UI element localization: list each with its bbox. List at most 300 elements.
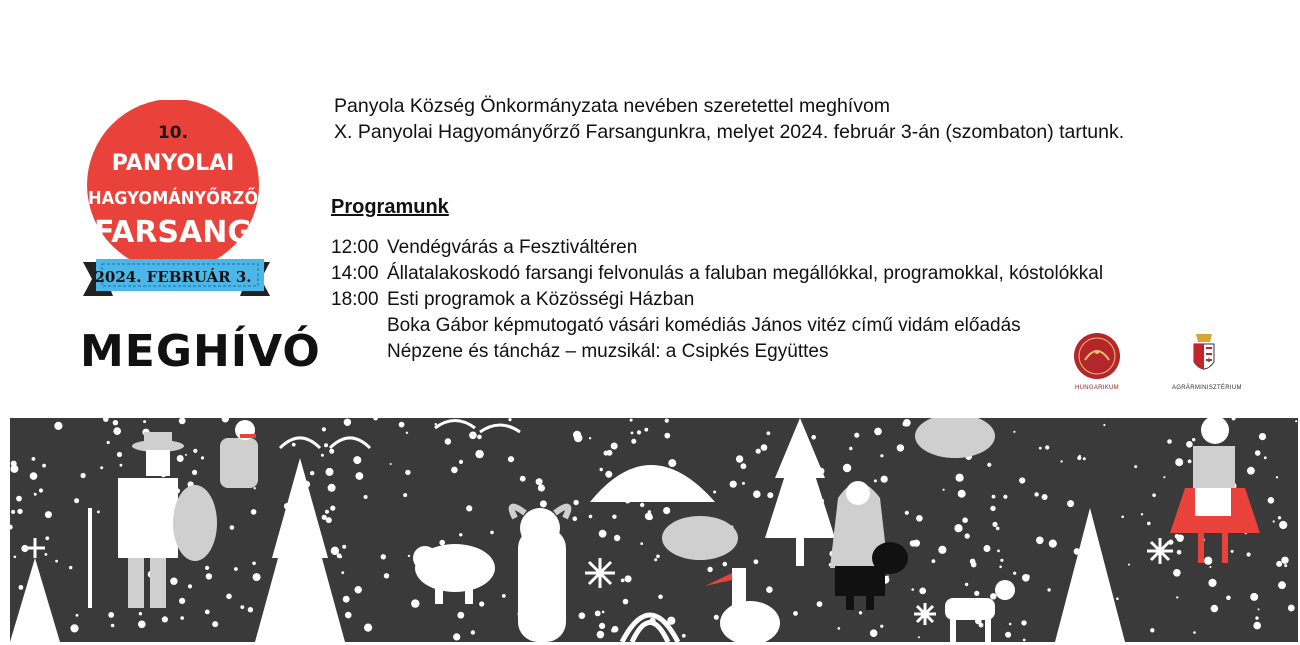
snow-dot bbox=[459, 533, 462, 536]
snow-dot bbox=[607, 450, 613, 456]
hungarikum-seal bbox=[1068, 330, 1126, 391]
man-figure-icon bbox=[88, 432, 217, 608]
program-title: Programunk bbox=[331, 196, 449, 218]
goat-icon bbox=[512, 507, 569, 642]
snow-dot bbox=[10, 525, 13, 530]
snow-dot bbox=[74, 498, 79, 503]
snow-dot bbox=[325, 510, 329, 514]
snow-dot bbox=[508, 456, 514, 462]
snow-dot bbox=[536, 478, 543, 485]
snow-dot bbox=[656, 555, 660, 559]
dog-icon bbox=[945, 580, 1015, 642]
snow-dot bbox=[1003, 495, 1007, 499]
program-time: 18:00 bbox=[331, 289, 379, 310]
snow-dot bbox=[328, 484, 336, 492]
snow-dot bbox=[69, 566, 72, 569]
snow-dot bbox=[179, 418, 186, 424]
snow-dot bbox=[854, 433, 859, 438]
snow-dot bbox=[180, 616, 184, 620]
snow-dot bbox=[859, 611, 862, 614]
snow-dot bbox=[1045, 445, 1049, 449]
snow-dot bbox=[654, 558, 657, 561]
snow-dot bbox=[1083, 457, 1086, 460]
snow-dot bbox=[1022, 574, 1030, 582]
snow-dot bbox=[1147, 522, 1151, 526]
snow-dot bbox=[310, 471, 314, 475]
snow-dot bbox=[1077, 456, 1081, 460]
snow-dot bbox=[811, 435, 816, 440]
snow-dot bbox=[222, 418, 229, 422]
snow-dot bbox=[956, 474, 964, 482]
snow-dot bbox=[108, 612, 114, 618]
snow-dot bbox=[874, 428, 882, 436]
snow-dot bbox=[647, 515, 653, 521]
snow-dot bbox=[477, 435, 482, 440]
snow-dot bbox=[1176, 535, 1183, 542]
snow-dot bbox=[1247, 552, 1251, 556]
snow-dot bbox=[230, 525, 235, 530]
snow-dot bbox=[665, 419, 669, 423]
snow-dot bbox=[974, 591, 979, 596]
snow-dot bbox=[597, 631, 605, 639]
snow-dot bbox=[611, 443, 618, 450]
snow-dot bbox=[1036, 537, 1044, 545]
folk-pattern-illustration bbox=[10, 418, 1298, 642]
snow-dot bbox=[205, 566, 209, 570]
snow-dot bbox=[384, 573, 389, 578]
logo-line1: 10. bbox=[157, 123, 189, 143]
snow-dot bbox=[1288, 605, 1295, 612]
snow-dot bbox=[1253, 622, 1261, 630]
snow-dot bbox=[905, 511, 909, 515]
snow-dot bbox=[1009, 623, 1012, 626]
snow-dot bbox=[1047, 588, 1050, 591]
snow-dot bbox=[373, 418, 378, 420]
snow-dot bbox=[621, 579, 625, 583]
snow-dot bbox=[1255, 616, 1258, 619]
snow-dot bbox=[1231, 550, 1234, 553]
snow-dot bbox=[248, 607, 253, 612]
snow-dot bbox=[251, 509, 257, 515]
snow-dot bbox=[881, 476, 888, 483]
pinecone-icon bbox=[662, 516, 738, 560]
snow-dot bbox=[714, 615, 719, 620]
snow-dot bbox=[177, 455, 184, 462]
snow-dot bbox=[918, 636, 920, 638]
snow-dot bbox=[490, 531, 494, 535]
snow-dot bbox=[767, 492, 773, 498]
snow-dot bbox=[1264, 456, 1267, 459]
snow-dot bbox=[573, 500, 578, 505]
snow-dot bbox=[201, 456, 204, 459]
snow-dot bbox=[916, 515, 923, 522]
snow-dot bbox=[364, 624, 372, 632]
snow-dot bbox=[1208, 579, 1216, 587]
snow-dot bbox=[623, 599, 629, 605]
snow-dot bbox=[100, 466, 103, 469]
snow-dot bbox=[611, 628, 615, 632]
snow-dot bbox=[353, 456, 361, 464]
program-text: Vendégvárás a Fesztiváltéren bbox=[387, 237, 638, 258]
snow-dot bbox=[1019, 477, 1025, 483]
snow-dot bbox=[631, 439, 636, 444]
snow-dot bbox=[1193, 631, 1196, 634]
snow-dot bbox=[405, 470, 410, 475]
snow-dot bbox=[911, 588, 914, 591]
snow-dot bbox=[766, 586, 773, 593]
snow-dot bbox=[111, 624, 115, 628]
snow-dot bbox=[1204, 557, 1212, 565]
snow-dot bbox=[345, 612, 352, 619]
snow-dot bbox=[466, 505, 472, 511]
snow-dot bbox=[76, 614, 79, 617]
snow-dot bbox=[16, 496, 22, 502]
snow-dot bbox=[326, 468, 334, 476]
goose-icon bbox=[705, 568, 780, 642]
snow-dot bbox=[1278, 581, 1286, 589]
snow-dot bbox=[682, 634, 686, 638]
snow-dot bbox=[324, 443, 328, 447]
snow-dot bbox=[573, 516, 578, 521]
snow-dot bbox=[17, 509, 22, 514]
snow-dot bbox=[589, 515, 593, 519]
pig-icon bbox=[413, 544, 495, 604]
snow-dot bbox=[10, 465, 18, 473]
snow-dot bbox=[870, 629, 878, 637]
snow-dot bbox=[212, 621, 218, 627]
snow-dot bbox=[1176, 596, 1178, 598]
snow-dot bbox=[502, 594, 506, 598]
snow-dot bbox=[664, 433, 670, 439]
snow-dot bbox=[754, 559, 759, 564]
snow-dot bbox=[1281, 557, 1288, 564]
snow-dot bbox=[188, 584, 192, 588]
snow-dot bbox=[326, 517, 332, 523]
snow-dot bbox=[932, 559, 936, 563]
ministry-seal bbox=[1172, 330, 1242, 391]
snow-dot bbox=[390, 463, 392, 465]
snow-dot bbox=[997, 550, 1000, 553]
snow-dot bbox=[1021, 620, 1026, 625]
snow-dot bbox=[1273, 520, 1275, 522]
snow-dot bbox=[990, 506, 995, 511]
snow-dot bbox=[445, 438, 451, 444]
snow-dot bbox=[469, 432, 477, 440]
snow-dot bbox=[730, 481, 737, 488]
hungarikum-caption: HUNGARIKUM bbox=[1074, 385, 1119, 391]
snow-dot bbox=[938, 546, 946, 554]
snow-dot bbox=[252, 562, 256, 566]
snow-dot bbox=[253, 573, 261, 581]
snow-dot bbox=[240, 605, 244, 609]
snow-dot bbox=[1250, 593, 1258, 601]
snow-dot bbox=[364, 495, 368, 499]
snow-dot bbox=[1175, 458, 1183, 466]
program-item bbox=[331, 235, 1103, 261]
snow-dot bbox=[1278, 516, 1281, 519]
snow-dot bbox=[1177, 550, 1182, 555]
snow-dot bbox=[139, 612, 142, 615]
snow-dot bbox=[723, 562, 728, 567]
woman-red-dress-icon bbox=[1170, 418, 1260, 563]
snow-dot bbox=[1188, 460, 1192, 464]
snow-dot bbox=[897, 444, 904, 451]
snow-dot bbox=[992, 495, 996, 499]
snow-dot bbox=[406, 432, 408, 434]
snow-dot bbox=[19, 585, 24, 590]
snow-dot bbox=[599, 623, 605, 629]
snow-dot bbox=[162, 616, 168, 622]
snow-dot bbox=[1034, 492, 1038, 496]
snow-dot bbox=[573, 431, 581, 439]
snow-dot bbox=[30, 472, 38, 480]
program-item bbox=[331, 261, 1103, 287]
snow-dot bbox=[990, 593, 996, 599]
snow-dot bbox=[70, 624, 78, 632]
program-text: Állatalakoskodó farsangi felvonulás a faluban megállókkal, programokkal, kóstolókkal bbox=[387, 263, 1104, 284]
snow-dot bbox=[471, 630, 475, 634]
snow-dot bbox=[1268, 497, 1275, 504]
snow-dot bbox=[408, 555, 410, 557]
coat-of-arms-icon bbox=[1172, 330, 1236, 380]
snow-dot bbox=[838, 627, 841, 630]
snow-dot bbox=[254, 487, 256, 489]
logo-line2: PANYOLAI bbox=[111, 151, 235, 176]
snow-dot bbox=[668, 459, 676, 467]
snow-dot bbox=[1150, 628, 1154, 632]
snow-dot bbox=[11, 510, 15, 514]
snow-dot bbox=[179, 598, 185, 604]
snow-dot bbox=[45, 536, 49, 540]
pine-tree-icon bbox=[1055, 508, 1125, 642]
snow-dot bbox=[331, 547, 339, 555]
snow-dot bbox=[103, 418, 109, 422]
pine-tree-icon bbox=[765, 418, 835, 566]
snow-dot bbox=[45, 511, 52, 518]
snow-dot bbox=[1141, 513, 1143, 515]
snow-dot bbox=[1211, 605, 1219, 613]
snow-dot bbox=[54, 422, 62, 430]
snow-dot bbox=[1152, 493, 1156, 497]
snow-dot bbox=[843, 464, 851, 472]
snow-dot bbox=[1226, 596, 1231, 601]
snow-dot bbox=[520, 476, 526, 482]
snow-dot bbox=[880, 625, 883, 628]
snow-dot bbox=[1000, 559, 1003, 562]
snow-dot bbox=[475, 450, 483, 458]
snow-dot bbox=[206, 573, 212, 579]
pinecone-icon bbox=[915, 418, 995, 458]
snow-dot bbox=[996, 527, 1000, 531]
snow-dot bbox=[1295, 420, 1297, 422]
snow-dot bbox=[538, 484, 545, 491]
snow-dot bbox=[640, 542, 643, 545]
program-item bbox=[331, 287, 1103, 313]
snow-dot bbox=[880, 454, 883, 457]
snow-dot bbox=[648, 510, 651, 513]
program-sub-item: Boka Gábor képmutogató vásári komédiás János vitéz című vidám előadás bbox=[387, 315, 1021, 336]
snow-dot bbox=[292, 443, 296, 447]
snow-dot bbox=[630, 419, 633, 422]
snow-dot bbox=[508, 418, 511, 421]
snow-dot bbox=[403, 493, 407, 497]
snow-dot bbox=[1167, 439, 1172, 444]
snow-dot bbox=[663, 507, 670, 514]
snow-dot bbox=[97, 511, 100, 514]
snow-dot bbox=[1039, 447, 1042, 450]
snow-dot bbox=[1067, 500, 1074, 507]
snow-dot bbox=[736, 455, 743, 462]
snow-dot bbox=[1255, 450, 1261, 456]
snow-dot bbox=[658, 595, 663, 600]
snow-dot bbox=[1173, 569, 1181, 577]
snow-dot bbox=[943, 489, 945, 491]
logo-line4: FARSANG bbox=[94, 215, 252, 250]
snow-dot bbox=[1134, 465, 1137, 468]
program-text: Esti programok a Közösségi Házban bbox=[387, 289, 695, 310]
snow-dot bbox=[1258, 608, 1260, 610]
snow-dot bbox=[631, 432, 634, 435]
woman-figure-icon bbox=[830, 481, 908, 610]
snow-dot bbox=[343, 596, 350, 603]
snow-dot bbox=[1276, 561, 1282, 567]
snow-dot bbox=[32, 457, 36, 461]
snow-dot bbox=[321, 454, 324, 457]
snow-dot bbox=[1121, 516, 1124, 519]
snow-dot bbox=[644, 428, 648, 432]
intro-line-2: X. Panyolai Hagyományőrző Farsangunkra, melyet 2024. február 3-án (szombaton) tartunk. bbox=[334, 121, 1125, 143]
snow-dot bbox=[205, 610, 210, 615]
snow-dot bbox=[612, 515, 616, 519]
snow-dot bbox=[753, 490, 761, 498]
snow-dot bbox=[965, 583, 968, 586]
snow-dot bbox=[984, 545, 991, 552]
dog-icon bbox=[220, 420, 258, 488]
snow-dot bbox=[1284, 564, 1287, 567]
snow-dot bbox=[479, 601, 484, 606]
snow-dot bbox=[1279, 521, 1287, 529]
snow-dot bbox=[614, 535, 620, 541]
festival-logo bbox=[80, 100, 280, 305]
snow-dot bbox=[81, 473, 86, 478]
snow-dot bbox=[1023, 639, 1026, 642]
snow-dot bbox=[1276, 476, 1278, 478]
intro-text bbox=[334, 93, 1124, 145]
snow-dot bbox=[457, 612, 464, 619]
snow-dot bbox=[355, 586, 362, 593]
snow-dot bbox=[599, 530, 607, 538]
snow-dot bbox=[45, 553, 48, 556]
snow-dot bbox=[1013, 572, 1016, 575]
snow-dot bbox=[330, 506, 335, 511]
snow-dot bbox=[34, 493, 37, 496]
snow-dot bbox=[1042, 494, 1048, 500]
snow-dot bbox=[849, 447, 852, 450]
snow-dot bbox=[192, 470, 197, 475]
snow-dot bbox=[1116, 597, 1119, 600]
snow-dot bbox=[439, 540, 445, 546]
decorative-banner bbox=[10, 418, 1298, 642]
snow-dot bbox=[1247, 467, 1255, 475]
snow-dot bbox=[958, 490, 966, 498]
snow-dot bbox=[987, 463, 991, 467]
snow-dot bbox=[107, 441, 110, 444]
snow-dot bbox=[919, 588, 926, 595]
program-time: 12:00 bbox=[331, 237, 379, 258]
snow-dot bbox=[226, 594, 232, 600]
snow-dot bbox=[971, 562, 977, 568]
snow-dot bbox=[381, 554, 386, 559]
snow-dot bbox=[329, 449, 334, 454]
logo-date: 2024. FEBRUÁR 3. bbox=[94, 268, 252, 286]
snow-dot bbox=[1005, 632, 1011, 638]
snow-dot bbox=[874, 479, 877, 482]
snow-dot bbox=[756, 449, 761, 454]
snow-dot bbox=[962, 517, 968, 523]
snow-dot bbox=[741, 463, 747, 469]
snow-dot bbox=[1013, 431, 1015, 433]
snow-dot bbox=[999, 566, 1002, 569]
snow-dot bbox=[1163, 476, 1165, 478]
snow-dot bbox=[1186, 441, 1193, 448]
snow-dot bbox=[117, 452, 122, 457]
snow-dot bbox=[707, 567, 712, 572]
snow-dot bbox=[595, 611, 601, 617]
snow-dot bbox=[113, 420, 118, 425]
snow-dot bbox=[1232, 418, 1236, 420]
haystack-icon bbox=[590, 465, 715, 502]
snow-dot bbox=[356, 472, 364, 480]
snow-dot bbox=[1103, 424, 1105, 426]
invitation-heading: MEGHÍVÓ bbox=[80, 326, 321, 377]
snow-dot bbox=[600, 468, 603, 471]
snow-dot bbox=[193, 449, 197, 453]
snow-dot bbox=[637, 430, 641, 434]
snow-dot bbox=[411, 599, 419, 607]
snow-dot bbox=[459, 460, 463, 464]
snow-dot bbox=[1128, 564, 1130, 566]
snow-dot bbox=[589, 437, 591, 439]
snow-dot bbox=[1192, 438, 1195, 441]
program-sub-item: Népzene és táncház – muzsikál: a Csipkés Együttes bbox=[387, 341, 829, 362]
ministry-caption: AGRÁRMINISZTÉRIUM bbox=[1172, 385, 1242, 391]
snow-dot bbox=[1049, 540, 1057, 548]
snow-dot bbox=[55, 560, 58, 563]
snow-dot bbox=[742, 482, 745, 485]
snow-dot bbox=[342, 545, 346, 549]
snow-dot bbox=[640, 503, 644, 507]
logo-line3: HAGYOMÁNYŐRZŐ bbox=[88, 188, 277, 209]
snow-dot bbox=[344, 419, 351, 426]
snow-dot bbox=[761, 444, 768, 451]
snow-dot bbox=[341, 571, 344, 574]
snow-dot bbox=[965, 533, 970, 538]
snow-dot bbox=[1259, 433, 1266, 440]
snow-dot bbox=[39, 488, 43, 492]
pine-tree-icon bbox=[10, 558, 60, 642]
snow-dot bbox=[713, 491, 716, 494]
snow-dot bbox=[185, 454, 187, 456]
snow-dot bbox=[170, 578, 177, 585]
snow-dot bbox=[1060, 460, 1062, 462]
snow-dot bbox=[399, 422, 405, 428]
snow-dot bbox=[234, 567, 238, 571]
program-time: 14:00 bbox=[331, 263, 379, 284]
snow-dot bbox=[322, 427, 326, 431]
snow-dot bbox=[992, 522, 997, 527]
snow-dot bbox=[954, 524, 962, 532]
snow-dot bbox=[1209, 566, 1211, 568]
